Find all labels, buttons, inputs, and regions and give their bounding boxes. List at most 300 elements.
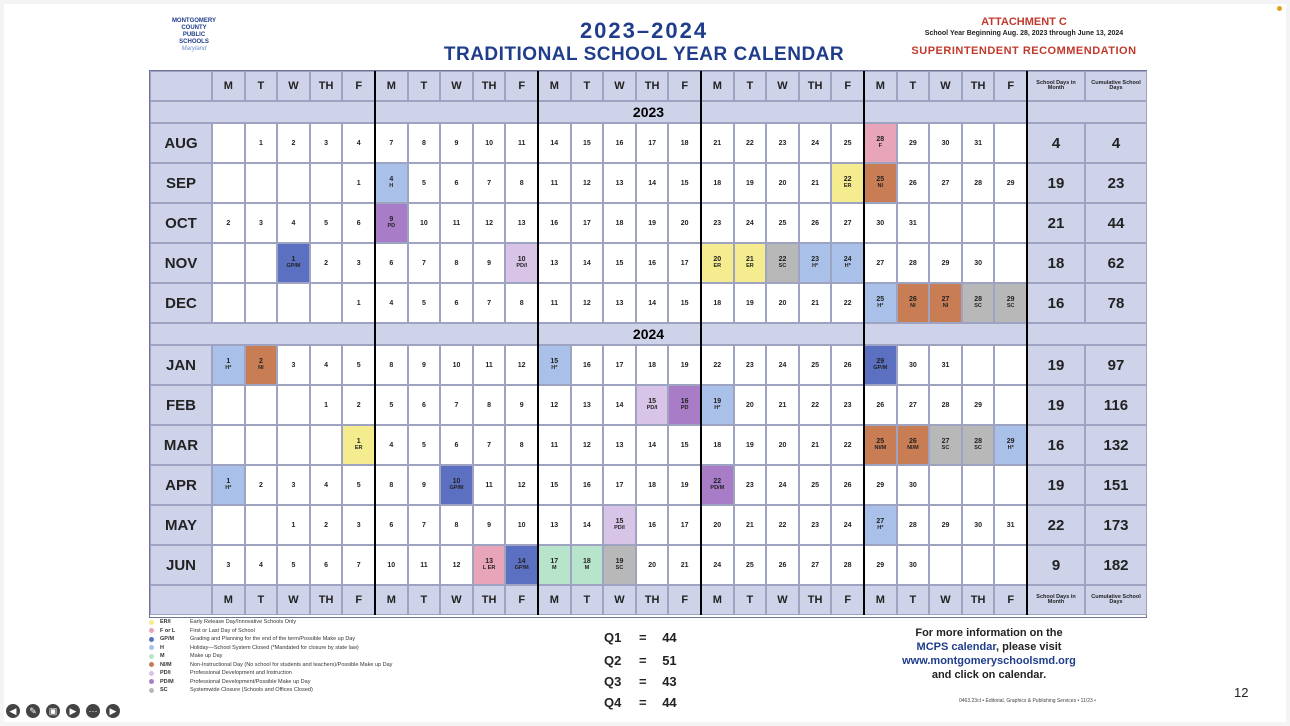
day-header: T [408, 71, 441, 101]
day-number: 7 [421, 259, 426, 267]
day-header: T [245, 71, 278, 101]
day-number: 5 [291, 561, 296, 569]
day-cell [440, 123, 473, 163]
day-cell [864, 283, 897, 323]
day-number: 11 [550, 299, 558, 307]
day-cell [571, 123, 604, 163]
day-number: 10 [452, 361, 461, 369]
day-cell [408, 123, 441, 163]
day-cell [603, 203, 636, 243]
day-cell [375, 425, 408, 465]
day-number: 27 [843, 219, 852, 227]
quarter-value: 51 [662, 653, 677, 668]
legend-text: Professional Development and Instruction [190, 670, 292, 677]
day-number: 2 [291, 139, 296, 147]
day-header: W [440, 71, 473, 101]
day-cell [897, 243, 930, 283]
day-number: 26 [843, 361, 852, 369]
day-cell [734, 123, 767, 163]
day-cell [962, 505, 995, 545]
day-cell [831, 545, 864, 585]
day-number: 29 [1006, 179, 1015, 187]
day-number: 20 [648, 561, 656, 569]
day-number: 1 [226, 358, 231, 366]
day-cell [962, 243, 995, 283]
day-number: 27 [811, 561, 819, 569]
day-number: 30 [974, 521, 982, 529]
day-cell [701, 123, 734, 163]
day-number: 5 [356, 481, 361, 489]
day-number: 11 [452, 219, 461, 227]
day-number: 27 [876, 518, 885, 526]
day-cell [538, 163, 571, 203]
day-cell [701, 345, 734, 385]
day-cell [342, 243, 375, 283]
day-number: 25 [811, 481, 819, 489]
day-number: 28 [908, 259, 917, 267]
legend-code: ER/I [160, 619, 171, 626]
day-cell [831, 163, 864, 203]
day-cell [408, 385, 441, 425]
day-number: 26 [876, 401, 885, 409]
day-number: 4 [258, 561, 263, 569]
day-number: 21 [811, 441, 819, 449]
day-number: 10 [517, 256, 526, 264]
day-number: 1 [356, 438, 361, 446]
day-header: F [831, 585, 864, 615]
day-cell [375, 283, 408, 323]
day-code: F [878, 143, 882, 150]
day-cell [310, 385, 343, 425]
quarter-label: Q1 [604, 630, 622, 645]
day-number: 8 [519, 441, 524, 449]
day-number: 22 [745, 139, 754, 147]
month-school-days: 4 [1027, 123, 1085, 163]
day-cell [766, 545, 799, 585]
day-cell [734, 243, 767, 283]
day-number: 9 [454, 139, 459, 147]
day-header: T [571, 71, 604, 101]
day-number: 8 [487, 401, 492, 409]
day-code: H* [551, 365, 558, 372]
quarter-label: Q2 [604, 653, 622, 668]
day-header: W [277, 71, 310, 101]
mcps-calendar-link[interactable]: MCPS calendar [916, 641, 997, 653]
day-code: SC [615, 565, 624, 572]
day-header: T [245, 585, 278, 615]
pen-icon[interactable]: ✎ [26, 704, 40, 718]
day-number: 4 [324, 361, 329, 369]
day-cell [864, 545, 897, 585]
day-cell [505, 163, 538, 203]
day-number: 9 [487, 259, 492, 267]
day-cell [897, 203, 930, 243]
day-number: 24 [745, 219, 754, 227]
day-cell [897, 163, 930, 203]
day-code: H* [844, 263, 851, 270]
day-cell [734, 425, 767, 465]
day-cell [440, 283, 473, 323]
legend-marker [149, 671, 154, 676]
day-cell [668, 465, 701, 505]
day-number: 11 [485, 481, 493, 489]
mcps-logo [154, 18, 234, 66]
quarter-eq: = [638, 674, 647, 689]
day-cell [603, 283, 636, 323]
day-number: 28 [843, 561, 852, 569]
day-number: 31 [908, 219, 917, 227]
day-cell [929, 505, 962, 545]
day-cell [994, 345, 1027, 385]
quarter-eq: = [638, 630, 647, 645]
month-school-days: 16 [1027, 283, 1085, 323]
day-cell [505, 425, 538, 465]
day-code: NI/M [874, 445, 887, 452]
forward-icon[interactable]: ▶ [106, 704, 120, 718]
day-number: 22 [713, 478, 722, 486]
day-header: F [505, 585, 538, 615]
day-number: 6 [389, 259, 394, 267]
day-cell [505, 203, 538, 243]
day-cell [994, 163, 1027, 203]
day-number: 2 [258, 481, 263, 489]
day-cell [831, 123, 864, 163]
video-icon[interactable]: ▶ [66, 704, 80, 718]
day-cell [538, 425, 571, 465]
day-number: 17 [680, 521, 689, 529]
calendar-title: TRADITIONAL SCHOOL YEAR CALENDAR [443, 44, 845, 65]
day-cell [799, 505, 832, 545]
day-header: W [603, 585, 636, 615]
day-code: L ER [482, 565, 496, 572]
day-number: 10 [452, 478, 461, 486]
day-number: 25 [843, 139, 852, 147]
day-number: 4 [389, 441, 394, 449]
day-cell [277, 385, 310, 425]
day-cell [929, 345, 962, 385]
day-cell [701, 545, 734, 585]
legend-item [149, 669, 609, 678]
day-number: 24 [713, 561, 722, 569]
calendar-grid [149, 70, 1147, 618]
day-number: 7 [356, 561, 361, 569]
day-cell [571, 545, 604, 585]
day-header: TH [962, 71, 995, 101]
day-number: 8 [519, 299, 524, 307]
day-header: T [897, 71, 930, 101]
website-link[interactable]: www.montgomeryschoolsmd.org [902, 655, 1076, 667]
day-number: 21 [713, 139, 722, 147]
day-number: 25 [778, 219, 787, 227]
day-cell [538, 203, 571, 243]
day-number: 9 [421, 361, 426, 369]
day-cell [440, 163, 473, 203]
slides-icon[interactable]: ▣ [46, 704, 60, 718]
day-cell [408, 545, 441, 585]
day-cell [897, 545, 930, 585]
day-cell [799, 425, 832, 465]
day-cell [994, 203, 1027, 243]
legend-marker [149, 645, 154, 650]
day-number: 24 [778, 361, 787, 369]
day-cell [962, 163, 995, 203]
month-school-days: 9 [1027, 545, 1085, 585]
day-number: 19 [713, 398, 722, 406]
day-cell [962, 203, 995, 243]
day-cell [636, 283, 669, 323]
day-cell [310, 203, 343, 243]
day-number: 20 [680, 219, 689, 227]
day-cell [994, 385, 1027, 425]
day-number: 19 [745, 179, 754, 187]
day-code: NI/M [907, 445, 919, 452]
day-header: M [864, 71, 897, 101]
day-header: M [538, 71, 571, 101]
day-number: 20 [713, 521, 722, 529]
day-number: 11 [420, 561, 428, 569]
day-cell [831, 345, 864, 385]
day-cell [245, 545, 278, 585]
day-number: 20 [778, 179, 787, 187]
day-number: 30 [908, 561, 917, 569]
legend-code: PD/I [160, 670, 171, 677]
day-code: M [584, 565, 590, 572]
day-cell [799, 465, 832, 505]
day-cell [929, 385, 962, 425]
school-year-range: School Year Beginning Aug. 28, 2023 through June 13, 2024 [924, 30, 1124, 37]
cumulative-school-days: 132 [1085, 425, 1147, 465]
day-cell [342, 545, 375, 585]
day-number: 12 [582, 441, 591, 449]
day-number: 28 [941, 401, 950, 409]
day-header: TH [799, 71, 832, 101]
day-code: SC [778, 263, 787, 270]
day-number: 7 [487, 441, 492, 449]
year-title: 2023–2024 [579, 18, 709, 43]
day-number: 30 [876, 219, 885, 227]
day-cell [962, 425, 995, 465]
day-number: 21 [680, 561, 689, 569]
day-cell [245, 385, 278, 425]
day-cell [831, 465, 864, 505]
month-school-days: 19 [1027, 385, 1085, 425]
day-number: 4 [389, 299, 394, 307]
day-number: 1 [291, 256, 296, 264]
day-number: 29 [876, 358, 885, 366]
day-cell [473, 505, 506, 545]
day-number: 7 [454, 401, 459, 409]
day-number: 2 [226, 219, 231, 227]
day-header: TH [962, 585, 995, 615]
day-cell [636, 385, 669, 425]
day-cell [701, 505, 734, 545]
day-number: 5 [324, 219, 329, 227]
day-number: 8 [389, 481, 394, 489]
day-number: 19 [745, 299, 754, 307]
day-number: 13 [550, 259, 559, 267]
day-number: 22 [843, 441, 852, 449]
day-cell [603, 465, 636, 505]
day-number: 15 [582, 139, 591, 147]
more-icon[interactable]: ⋯ [86, 704, 100, 718]
summary-header-days: School Days in Month [1027, 71, 1085, 101]
day-cell [342, 385, 375, 425]
day-cell [473, 425, 506, 465]
day-header: T [408, 585, 441, 615]
day-number: 15 [615, 259, 624, 267]
legend-text: Systemwide Closure (Schools and Offices Closed) [190, 687, 313, 694]
day-code: ER [843, 183, 852, 190]
day-number: 12 [582, 299, 591, 307]
day-cell [277, 345, 310, 385]
day-number: 30 [908, 481, 917, 489]
slide [4, 4, 1286, 722]
day-cell [277, 203, 310, 243]
logo-line: SCHOOLS [179, 39, 209, 45]
day-cell [701, 283, 734, 323]
day-number: 15 [648, 398, 656, 406]
day-cell [375, 203, 408, 243]
day-cell [408, 283, 441, 323]
day-header: F [831, 71, 864, 101]
day-number: 16 [582, 361, 591, 369]
day-number: 5 [421, 441, 426, 449]
day-number: 28 [876, 136, 885, 144]
presentation-toolbar [6, 704, 120, 718]
day-number: 21 [745, 256, 754, 264]
day-cell [212, 345, 245, 385]
day-number: 15 [550, 358, 559, 366]
day-number: 18 [648, 481, 656, 489]
day-cell [375, 465, 408, 505]
day-header: TH [799, 585, 832, 615]
day-cell [864, 465, 897, 505]
day-number: 8 [421, 139, 426, 147]
legend-code: NI/M [160, 661, 172, 668]
cumulative-school-days: 116 [1085, 385, 1147, 425]
day-cell [408, 163, 441, 203]
day-cell [897, 283, 930, 323]
day-cell [636, 505, 669, 545]
quarter-label: Q4 [604, 695, 622, 710]
day-number: 17 [582, 219, 591, 227]
day-cell [473, 163, 506, 203]
legend [149, 618, 609, 695]
day-cell [212, 123, 245, 163]
day-number: 13 [517, 219, 526, 227]
day-number: 22 [843, 176, 852, 184]
legend-marker [149, 662, 154, 667]
day-number: 29 [876, 561, 885, 569]
year-banner: 2023 [150, 101, 1147, 123]
day-cell [603, 545, 636, 585]
day-cell [473, 385, 506, 425]
week-separator [374, 71, 376, 615]
day-header: TH [473, 585, 506, 615]
day-number: 16 [615, 139, 624, 147]
day-cell [766, 505, 799, 545]
day-number: 24 [811, 139, 819, 147]
day-cell [342, 505, 375, 545]
day-cell [636, 203, 669, 243]
day-number: 23 [843, 401, 852, 409]
legend-marker [149, 679, 154, 684]
day-number: 11 [517, 139, 526, 147]
day-cell [734, 283, 767, 323]
logo-line: Maryland [181, 46, 207, 52]
day-cell [994, 505, 1027, 545]
day-cell [962, 345, 995, 385]
day-cell [766, 163, 799, 203]
day-cell [310, 243, 343, 283]
day-cell [342, 163, 375, 203]
day-cell [668, 425, 701, 465]
day-cell [929, 283, 962, 323]
day-cell [766, 425, 799, 465]
day-number: 13 [582, 401, 591, 409]
day-header: W [766, 585, 799, 615]
day-number: 10 [485, 139, 493, 147]
day-cell [603, 385, 636, 425]
day-number: 9 [519, 401, 524, 409]
logo-line: PUBLIC [182, 32, 206, 38]
back-icon[interactable]: ◀ [6, 704, 20, 718]
day-cell [277, 123, 310, 163]
cumulative-school-days: 97 [1085, 345, 1147, 385]
info-line: For more information on the [915, 627, 1063, 639]
day-cell [440, 385, 473, 425]
day-cell [701, 243, 734, 283]
day-number: 17 [680, 259, 689, 267]
day-number: 13 [550, 521, 559, 529]
day-number: 28 [908, 521, 917, 529]
legend-marker [149, 637, 154, 642]
day-cell [212, 385, 245, 425]
day-cell [538, 123, 571, 163]
day-cell [603, 163, 636, 203]
legend-marker [149, 620, 154, 625]
day-number: 17 [550, 558, 559, 566]
day-cell [636, 163, 669, 203]
day-cell [342, 123, 375, 163]
day-number: 19 [680, 361, 689, 369]
day-cell [766, 123, 799, 163]
legend-item [149, 644, 609, 653]
day-cell [473, 123, 506, 163]
legend-text: Professional Development/Possible Make up Day [190, 678, 311, 685]
day-cell [440, 203, 473, 243]
legend-code: H [160, 644, 164, 651]
day-cell [864, 163, 897, 203]
day-number: 29 [941, 521, 950, 529]
day-cell [375, 545, 408, 585]
day-cell [734, 203, 767, 243]
day-number: 29 [1006, 296, 1015, 304]
day-cell [766, 203, 799, 243]
day-cell [864, 425, 897, 465]
day-cell [603, 345, 636, 385]
month-label: APR [150, 465, 212, 505]
day-number: 13 [615, 441, 624, 449]
day-number: 15 [680, 299, 689, 307]
legend-code: M [160, 653, 165, 660]
day-code: PD/I [646, 405, 658, 412]
day-cell [994, 425, 1027, 465]
day-number: 19 [615, 558, 624, 566]
info-line: and click on calendar. [931, 669, 1047, 681]
day-number: 1 [356, 179, 361, 187]
day-cell [277, 243, 310, 283]
